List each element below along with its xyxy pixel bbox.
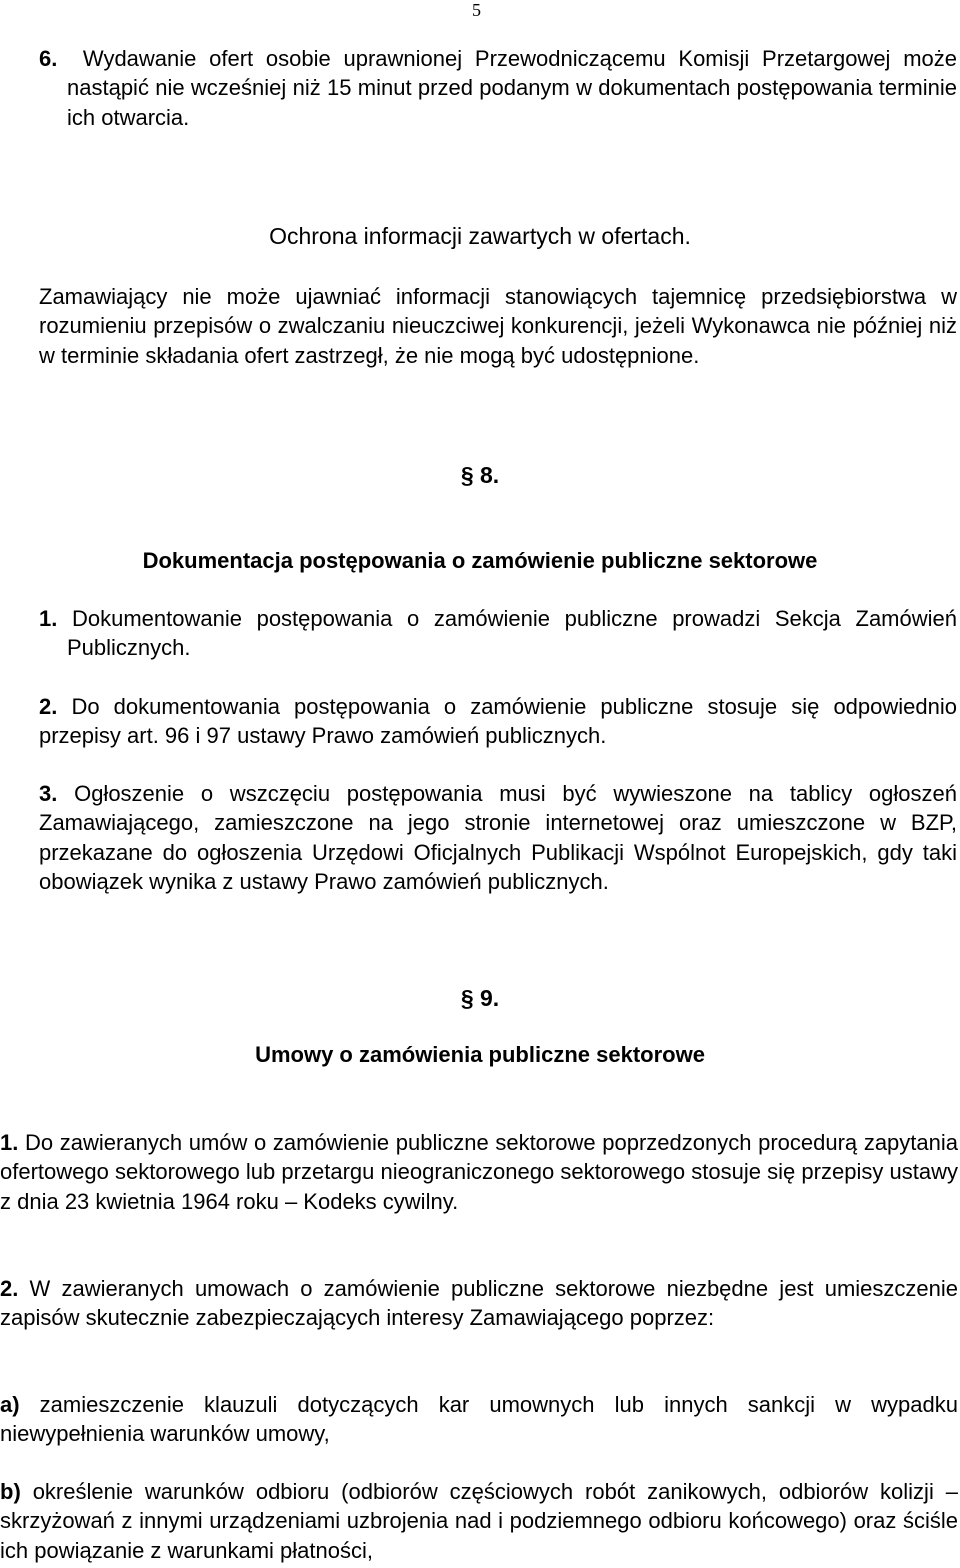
list-item	[39, 692, 957, 751]
section-heading: Dokumentacja postępowania o zamówienie publiczne sektorowe	[142, 548, 818, 573]
item-number: 1.	[0, 1130, 19, 1155]
item-number: b)	[0, 1479, 21, 1504]
item-text: Wydawanie ofert osobie uprawnionej Przewodniczącemu Komisji Przetargowej może nastąpić nie wcześniej niż 15 minut przed podanym w dokumentach postępowania terminie ich otwarcia.	[67, 46, 957, 130]
item-number: 1.	[39, 606, 58, 631]
item-text: Do zawieranych umów o zamówienie publiczne sektorowe poprzedzonych procedurą zapytania ofertowego sektorowego lub przetargu nieograniczonego sektorowego stosuje się przepisy ustawy z dnia 23 kwietnia 1964 roku – Kodeks cywilny.	[0, 1130, 958, 1214]
item-text: W zawieranych umowach o zamówienie publiczne sektorowe niezbędne jest umieszczenie zapisów skutecznie zabezpieczających interesy Zamawiającego poprzez:	[0, 1276, 958, 1331]
item-number: a)	[0, 1392, 20, 1417]
item-number: 2.	[39, 694, 58, 719]
item-text: Dokumentowanie postępowania o zamówienie publiczne prowadzi Sekcja Zamówień Publicznych.	[67, 606, 957, 661]
list-item	[0, 1274, 958, 1333]
list-item	[39, 779, 957, 897]
list-item	[39, 604, 957, 663]
item-text: zamieszczenie klauzuli dotyczących kar umownych lub innych sankcji w wypadku niewypełnienia warunków umowy,	[0, 1392, 958, 1447]
paragraph: Zamawiający nie może ujawniać informacji stanowiących tajemnicę przedsiębiorstwa w rozumieniu przepisów o zwalczaniu nieuczciwej konkurencji, jeżeli Wykonawca nie później niż w terminie składania ofert zastrzegł, że nie mogą być udostępnione.	[39, 284, 957, 368]
sub-item	[0, 1390, 958, 1449]
item-number: 6.	[39, 46, 58, 71]
page-number: 5	[472, 0, 481, 20]
item-6	[39, 44, 957, 132]
section-symbol: § 9.	[460, 985, 500, 1011]
item-number: 2.	[0, 1276, 19, 1301]
sub-item	[0, 1477, 958, 1565]
item-text: Ogłoszenie o wszczęciu postępowania musi być wywieszone na tablicy ogłoszeń Zamawiającego, zamieszczone na jego stronie internetowej oraz umieszczone w BZP, przekazane do ogłoszenia Urzędowi Oficjalnych Publikacji Wspólnot Europejskich, gdy taki obowiązek wynika z ustawy Prawo zamówień publicznych.	[39, 781, 957, 895]
section-symbol: § 8.	[460, 462, 500, 488]
section-heading: Ochrona informacji zawartych w ofertach.	[269, 223, 691, 249]
list-item	[0, 1128, 958, 1216]
item-text: określenie warunków odbioru (odbiorów częściowych robót zanikowych, odbiorów kolizji – skrzyżowań z innymi urządzeniami uzbrojenia nad i podziemnego odbioru końcowego) oraz ściśle ich powiązanie z warunkami płatności,	[0, 1479, 958, 1563]
item-text: Do dokumentowania postępowania o zamówienie publiczne stosuje się odpowiednio przepisy art. 96 i 97 ustawy Prawo zamówień publicznych.	[39, 694, 957, 749]
section-heading: Umowy o zamówienia publiczne sektorowe	[255, 1042, 705, 1067]
item-number: 3.	[39, 781, 58, 806]
